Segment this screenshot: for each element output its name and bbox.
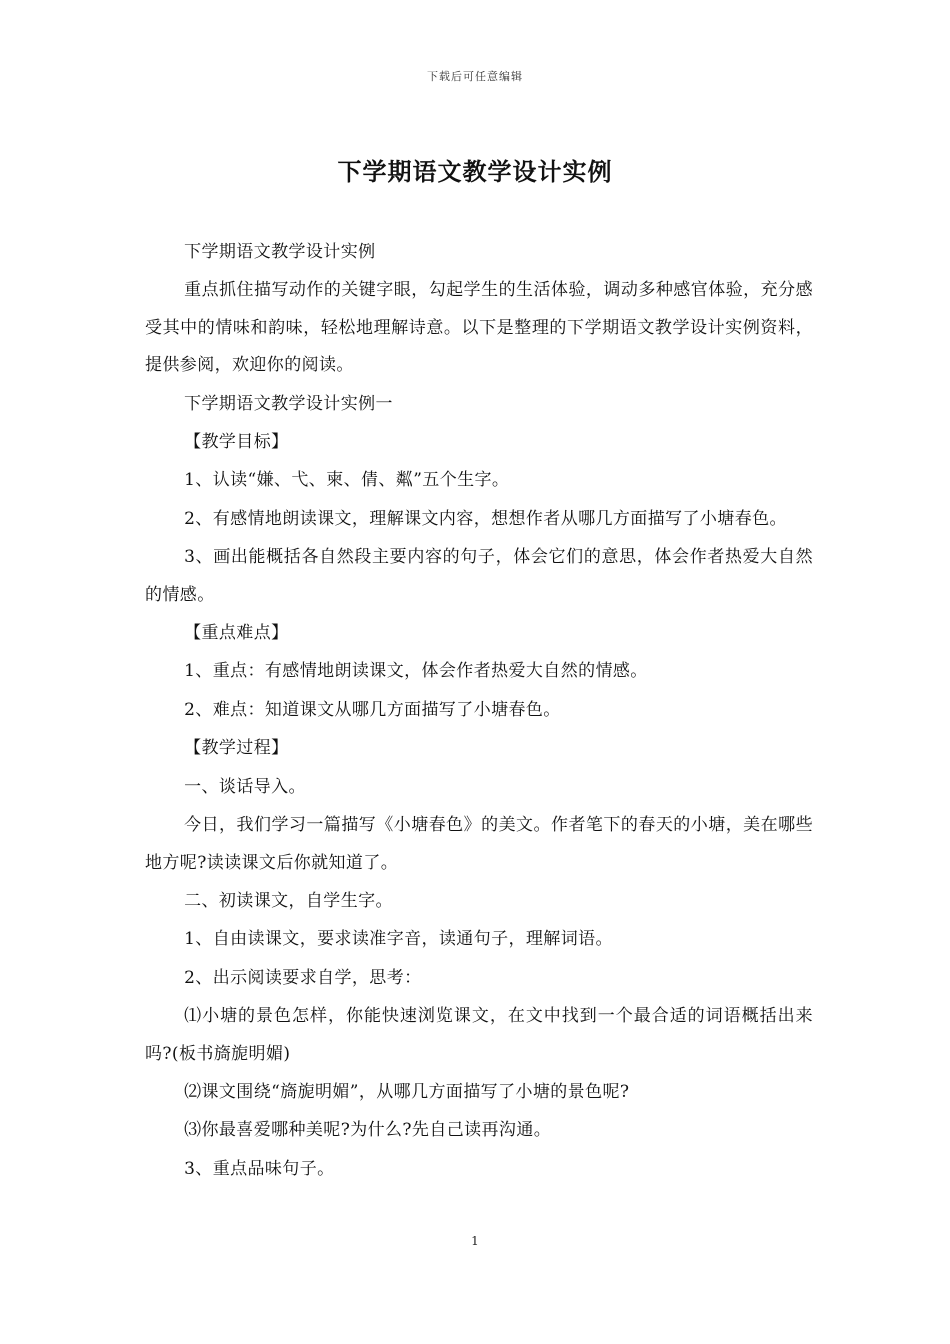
document-title: 下学期语文教学设计实例: [337, 157, 613, 186]
section-heading: 【教学过程】: [184, 738, 289, 759]
paragraph: 一、谈话导入。: [184, 776, 306, 797]
document-body: [145, 234, 813, 1189]
paragraph: 3、画出能概括各自然段主要内容的句子，体会它们的意思，体会作者热爱大自然的情感。: [145, 547, 813, 605]
paragraph: 下学期语文教学设计实例: [184, 242, 376, 262]
paragraph: 下学期语文教学设计实例一: [184, 393, 393, 414]
header-note: 下载后可任意编辑: [427, 70, 523, 83]
paragraph: 1、自由读课文，要求读准字音，读通句子，理解词语。: [184, 929, 613, 950]
paragraph: 重点抓住描写动作的关键字眼，勾起学生的生活体验，调动多种感官体验，充分感受其中的情味和韵味，轻松地理解诗意。以下是整理的下学期语文教学设计实例资料，提供参阅，欢迎你的阅读。: [145, 280, 813, 376]
paragraph: 今日，我们学习一篇描写《小塘春色》的美文。作者笔下的春天的小塘，美在哪些地方呢?读读课文后你就知道了。: [145, 815, 813, 873]
paragraph: ⑵课文围绕“旖旎明媚”，从哪几方面描写了小塘的景色呢?: [184, 1081, 630, 1102]
paragraph: 2、难点：知道课文从哪几方面描写了小塘春色。: [184, 699, 561, 720]
paragraph: 1、认读“嫌、弋、柬、倩、粼”五个生字。: [184, 470, 510, 491]
page-number: 1: [471, 1234, 479, 1248]
section-heading: 【教学目标】: [184, 432, 289, 453]
paragraph: ⑴小塘的景色怎样，你能快速浏览课文，在文中找到一个最合适的词语概括出来吗?(板书旖旎明媚): [145, 1006, 813, 1064]
paragraph: 3、重点品味句子。: [184, 1158, 335, 1179]
paragraph: 2、有感情地朗读课文，理解课文内容，想想作者从哪几方面描写了小塘春色。: [184, 508, 787, 529]
paragraph: 2、出示阅读要求自学，思考：: [184, 967, 422, 988]
paragraph: 1、重点：有感情地朗读课文，体会作者热爱大自然的情感。: [184, 661, 648, 682]
paragraph: ⑶你最喜爱哪种美呢?为什么?先自己读再沟通。: [184, 1120, 552, 1141]
paragraph: 二、初读课文，自学生字。: [184, 890, 393, 911]
section-heading: 【重点难点】: [184, 623, 289, 644]
